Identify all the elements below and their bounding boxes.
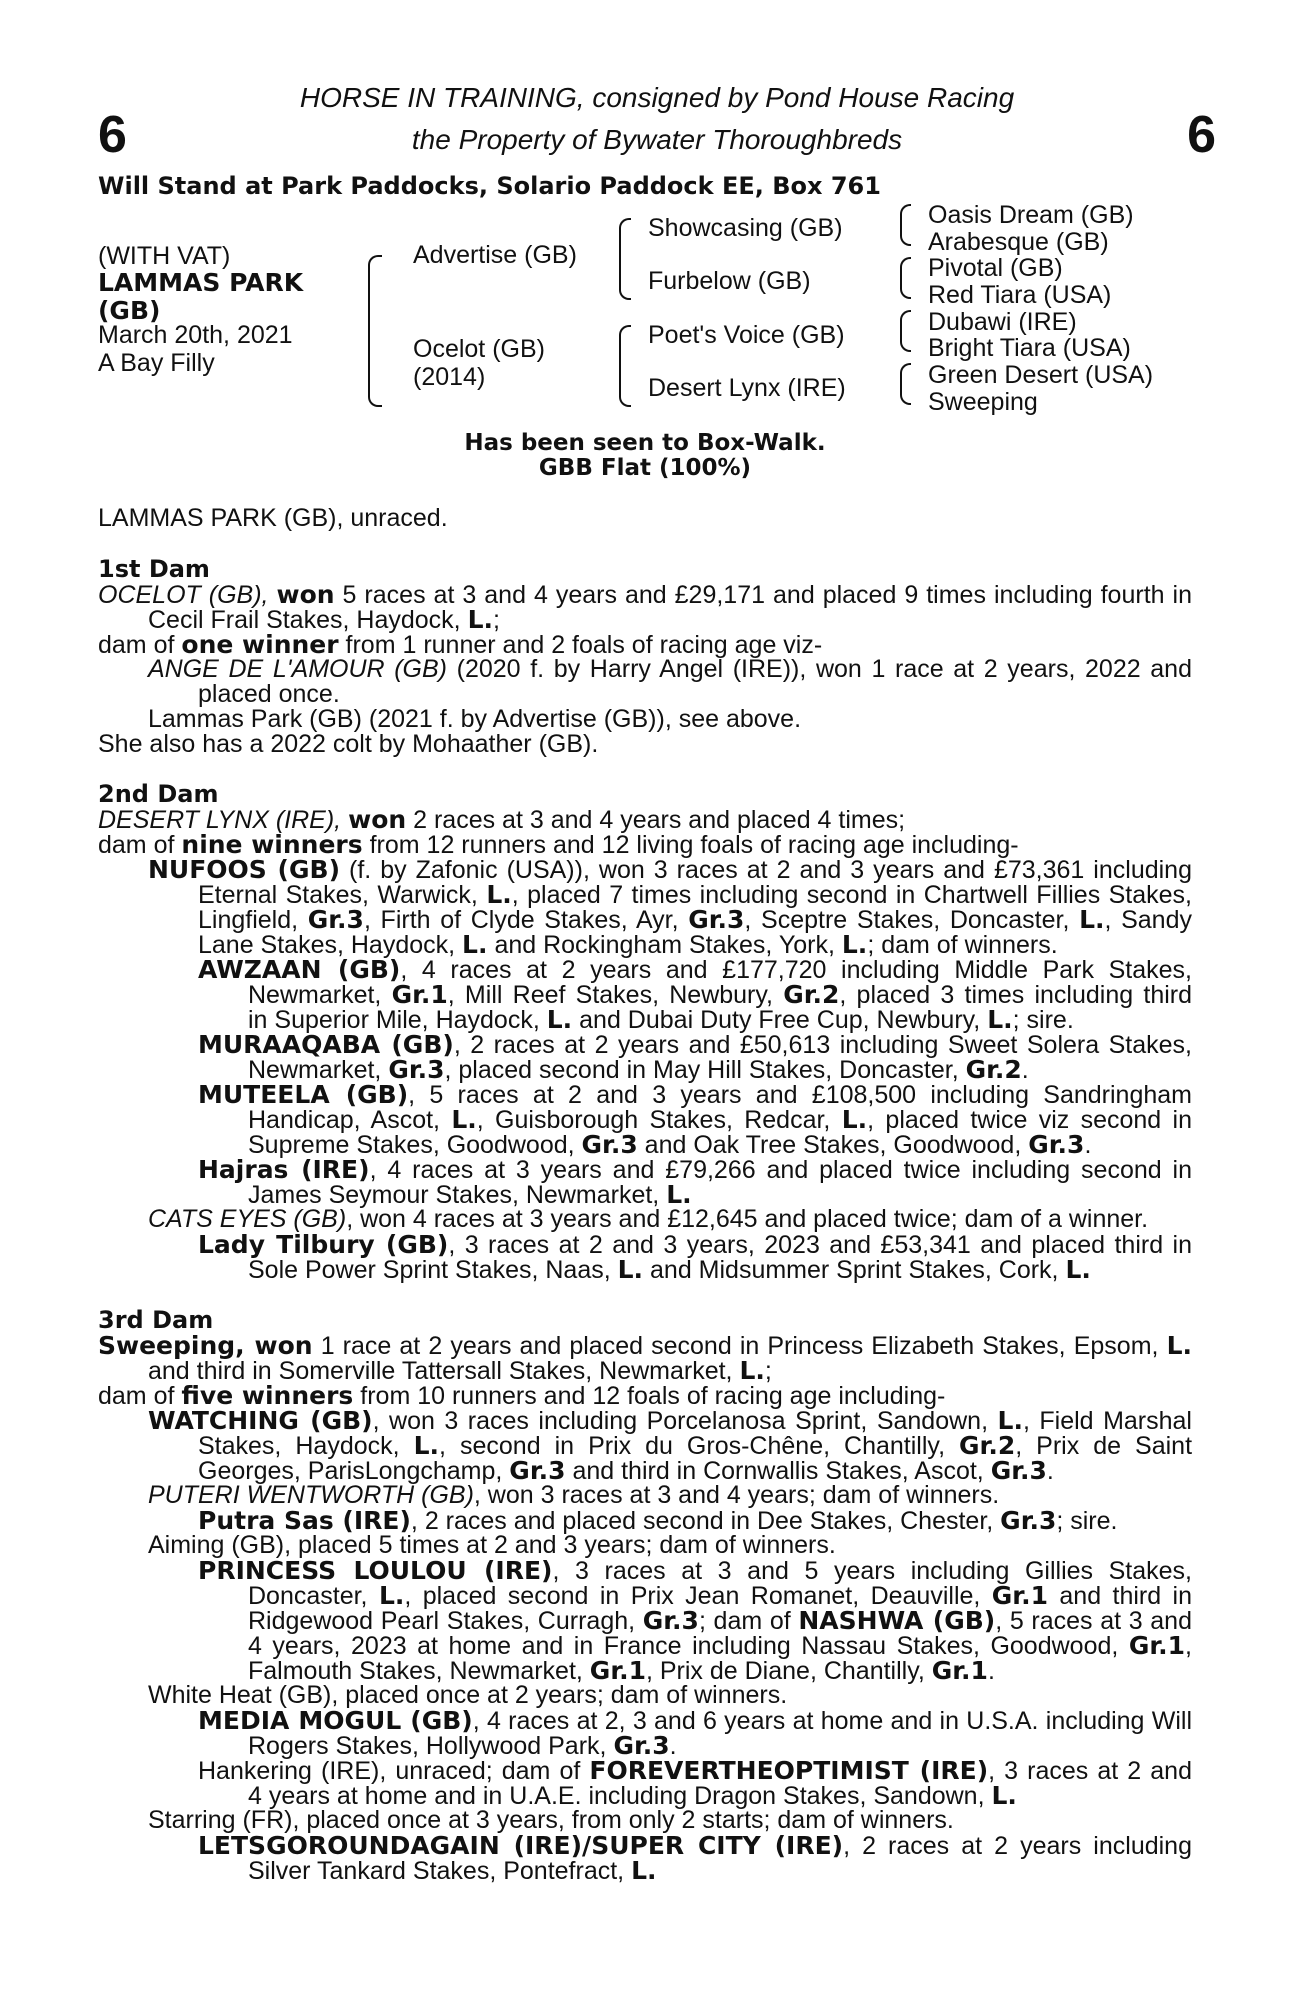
dam3-line10: PRINCESS LOULOU (IRE), 3 races at 3 and 5 years including Gillies Stakes, (198, 1556, 1192, 1585)
dam3-line14: Falmouth Stakes, Newmarket, Gr.1, Prix de Diane, Chantilly, Gr.1. (248, 1656, 995, 1685)
dam2-line12: MUTEELA (GB), 5 races at 2 and 3 years and £108,500 including Sandringham (198, 1080, 1192, 1109)
dam2-line7: AWZAAN (GB), 4 races at 2 years and £177,720 including Middle Park Stakes, (198, 955, 1192, 984)
pedigree-brace-main (368, 255, 382, 407)
box-walk-note: Has been seen to Box-Walk. (464, 430, 826, 456)
dam3-line2: and third in Somerville Tattersall Stakes, Newmarket, L.; (148, 1356, 772, 1385)
dam3-line22: Silver Tankard Stakes, Pontefract, L. (248, 1856, 657, 1885)
grandsire-3: Dubawi (IRE) (928, 308, 1077, 336)
stabling-location: Will Stand at Park Paddocks, Solario Paddock EE, Box 761 (98, 172, 881, 200)
dam2-line1: DESERT LYNX (IRE), won 2 races at 3 and 4 years and placed 4 times; (98, 805, 906, 834)
sire: Advertise (GB) (413, 241, 577, 269)
dam3-line5: Stakes, Haydock, L., second in Prix du Gros-Chêne, Chantilly, Gr.2, Prix de Saint (198, 1431, 1193, 1460)
dam3-line12: Ridgewood Pearl Stakes, Curragh, Gr.3; dam of NASHWA (GB), 5 races at 3 and (248, 1606, 1192, 1635)
dam1-line1: OCELOT (GB), won 5 races at 3 and 4 years and £29,171 and placed 9 times including fourth in (98, 580, 1192, 609)
dam3-line8: Putra Sas (IRE), 2 races and placed second in Dee Stakes, Chester, Gr.3; sire. (198, 1506, 1118, 1535)
horse-description: A Bay Filly (98, 349, 215, 377)
first-dam-heading: 1st Dam (98, 555, 210, 583)
dam3-line13: 4 years, 2023 at home and in France including Nassau Stakes, Goodwood, Gr.1, (248, 1631, 1192, 1660)
pedigree-brace-g34 (900, 257, 911, 299)
dam3-line9: Aiming (GB), placed 5 times at 2 and 3 years; dam of winners. (148, 1531, 836, 1559)
dam2-line18: Lady Tilbury (GB), 3 races at 2 and 3 years, 2023 and £53,341 and placed third in (198, 1230, 1193, 1259)
dam2-line3: NUFOOS (GB) (f. by Zafonic (USA)), won 3 races at 2 and 3 years and £73,361 including (148, 855, 1192, 884)
dam2-line16: James Seymour Stakes, Newmarket, L. (248, 1180, 692, 1209)
dam1-line4: ANGE DE L'AMOUR (GB) (2020 f. by Harry Angel (IRE)), won 1 race at 2 years, 2022 and (148, 655, 1192, 683)
dam3-line4: WATCHING (GB), won 3 races including Porcelanosa Sprint, Sandown, L., Field Marshal (148, 1406, 1192, 1435)
granddam-4: Sweeping (928, 388, 1038, 416)
granddam-2: Red Tiara (USA) (928, 281, 1112, 309)
dam2-line5: Lingfield, Gr.3, Firth of Clyde Stakes, Ayr, Gr.3, Sceptre Stakes, Doncaster, L., Sandy (198, 905, 1192, 934)
consignor-line: HORSE IN TRAINING, consigned by Pond House Racing (299, 82, 1015, 113)
dam2-line17: CATS EYES (GB), won 4 races at 3 years and £12,645 and placed twice; dam of a winner. (148, 1205, 1149, 1233)
horse-name-suffix: (GB) (98, 296, 161, 325)
dam2-line9: in Superior Mile, Haydock, L. and Dubai Duty Free Cup, Newbury, L.; sire. (248, 1005, 1074, 1034)
dam3-line7: PUTERI WENTWORTH (GB), won 3 races at 3 and 4 years; dam of winners. (148, 1481, 1000, 1509)
dam2-line4: Eternal Stakes, Warwick, L., placed 7 times including second in Chartwell Fillies Stakes, (198, 880, 1192, 909)
dam-year: (2014) (413, 363, 486, 391)
horse-name: LAMMAS PARK (98, 268, 304, 297)
dam3-line17: Rogers Stakes, Hollywood Park, Gr.3. (248, 1731, 677, 1760)
dam3-line11: Doncaster, L., placed second in Prix Jean Romanet, Deauville, Gr.1 and third in (248, 1581, 1193, 1610)
pedigree-brace-g56 (900, 310, 911, 352)
dam2-line13: Handicap, Ascot, L., Guisborough Stakes, Redcar, L., placed twice viz second in (248, 1105, 1192, 1134)
dam2-line19: Sole Power Sprint Stakes, Naas, L. and Midsummer Sprint Stakes, Cork, L. (248, 1255, 1091, 1284)
dam3-line15: White Heat (GB), placed once at 2 years; dam of winners. (148, 1681, 788, 1709)
dam: Ocelot (GB) (413, 335, 545, 363)
granddam-1: Arabesque (GB) (928, 228, 1109, 256)
grandsire-1: Oasis Dream (GB) (928, 201, 1134, 229)
lot-number-right: 6 (1187, 106, 1216, 164)
grandsire-4: Green Desert (USA) (928, 361, 1154, 389)
dam3-line19: 4 years at home and in U.A.E. including Dragon Stakes, Sandown, L. (248, 1781, 1017, 1810)
sire-dam: Furbelow (GB) (648, 267, 811, 295)
dam2-line10: MURAAQABA (GB), 2 races at 2 years and £50,613 including Sweet Solera Stakes, (198, 1030, 1192, 1059)
dam3-line6: Georges, ParisLongchamp, Gr.3 and third in Cornwallis Stakes, Ascot, Gr.3. (198, 1456, 1054, 1485)
dam1-line2: Cecil Frail Stakes, Haydock, L.; (148, 605, 500, 634)
dam3-line20: Starring (FR), placed once at 3 years, from only 2 starts; dam of winners. (148, 1806, 954, 1834)
sire-sire: Showcasing (GB) (648, 214, 843, 242)
pedigree-brace-sire (619, 218, 631, 300)
dam2-line15: Hajras (IRE), 4 races at 3 years and £79,266 and placed twice including second in (198, 1155, 1192, 1184)
pedigree-brace-g78 (900, 363, 911, 405)
grandsire-2: Pivotal (GB) (928, 254, 1063, 282)
vat-note: (WITH VAT) (98, 242, 231, 270)
dam3-line16: MEDIA MOGUL (GB), 4 races at 2, 3 and 6 years at home and in U.S.A. including Will (198, 1706, 1192, 1735)
dam-sire: Poet's Voice (GB) (648, 321, 845, 349)
dam2-line6: Lane Stakes, Haydock, L. and Rockingham Stakes, York, L.; dam of winners. (198, 930, 1058, 959)
dam2-line8: Newmarket, Gr.1, Mill Reef Stakes, Newbury, Gr.2, placed 3 times including third (248, 980, 1193, 1009)
lot-number-left: 6 (98, 106, 127, 164)
granddam-3: Bright Tiara (USA) (928, 334, 1131, 362)
dam2-line2: dam of nine winners from 12 runners and 12 living foals of racing age including- (98, 830, 1019, 859)
third-dam-heading: 3rd Dam (98, 1306, 214, 1334)
dam1-line7: She also has a 2022 colt by Mohaather (GB). (98, 730, 599, 758)
foaling-date: March 20th, 2021 (98, 321, 293, 349)
dam2-line11: Newmarket, Gr.3, placed second in May Hill Stakes, Doncaster, Gr.2. (248, 1055, 1029, 1084)
dam3-line3: dam of five winners from 10 runners and 12 foals of racing age including- (98, 1381, 946, 1410)
second-dam-heading: 2nd Dam (98, 780, 219, 808)
gbb-note: GBB Flat (100%) (538, 455, 752, 481)
dam3-line1: Sweeping, won 1 race at 2 years and placed second in Princess Elizabeth Stakes, Epsom, L. (98, 1331, 1192, 1360)
dam-dam: Desert Lynx (IRE) (648, 374, 846, 402)
pedigree-brace-dam (619, 325, 631, 407)
dam1-line5: placed once. (198, 680, 340, 708)
intro-line: LAMMAS PARK (GB), unraced. (98, 504, 448, 532)
pedigree-brace-g12 (900, 204, 911, 246)
dam1-line6: Lammas Park (GB) (2021 f. by Advertise (GB)), see above. (148, 705, 802, 733)
dam1-line3: dam of one winner from 1 runner and 2 foals of racing age viz- (98, 630, 823, 659)
property-line: the Property of Bywater Thoroughbreds (411, 124, 903, 155)
dam2-line14: Supreme Stakes, Goodwood, Gr.3 and Oak Tree Stakes, Goodwood, Gr.3. (248, 1130, 1092, 1159)
dam3-line18: Hankering (IRE), unraced; dam of FOREVERTHEOPTIMIST (IRE), 3 races at 2 and (198, 1756, 1192, 1785)
dam3-line21: LETSGOROUNDAGAIN (IRE)/SUPER CITY (IRE), 2 races at 2 years including (198, 1831, 1192, 1860)
